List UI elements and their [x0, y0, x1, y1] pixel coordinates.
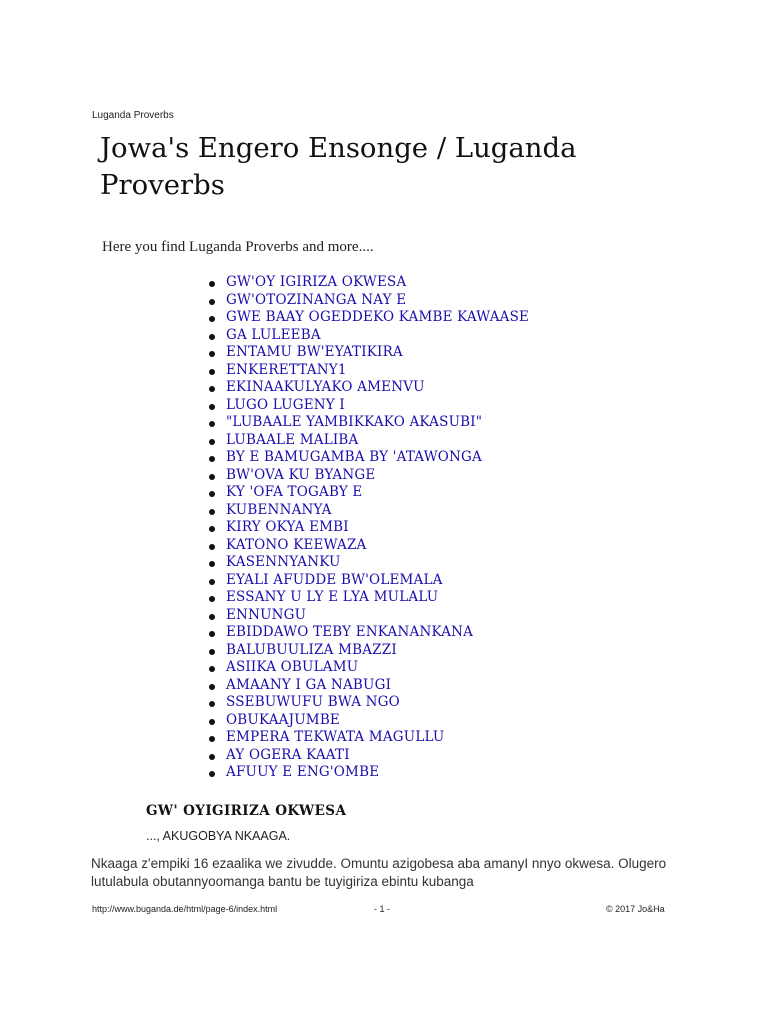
proverb-list-item	[209, 274, 529, 292]
proverb-list-item	[209, 624, 529, 642]
bullet-icon	[209, 561, 215, 567]
proverb-link[interactable]: LUBAALE MALIBA	[226, 431, 359, 448]
bullet-icon	[209, 456, 215, 462]
proverb-link[interactable]: EYALI AFUDDE BW'OLEMALA	[226, 571, 443, 588]
bullet-icon	[209, 316, 215, 322]
footer-copyright: © 2017 Jo&Ha	[606, 904, 665, 914]
proverb-link[interactable]: ENTAMU BW'EYATIKIRA	[226, 344, 403, 360]
proverb-list-item	[209, 677, 529, 695]
bullet-icon	[209, 579, 215, 585]
proverb-link[interactable]: AY OGERA KAATI	[226, 746, 350, 763]
proverb-link[interactable]: KATONO KEEWAZA	[226, 536, 367, 553]
bullet-icon	[209, 614, 215, 620]
bullet-icon	[209, 719, 215, 725]
proverb-list-item	[209, 607, 529, 625]
proverb-list-item	[209, 642, 529, 660]
bullet-icon	[209, 334, 215, 340]
proverb-link[interactable]: BALUBUULIZA MBAZZI	[226, 641, 397, 658]
proverb-link[interactable]: SSEBUWUFU BWA NGO	[226, 694, 400, 710]
bullet-icon	[209, 491, 215, 497]
bullet-icon	[209, 736, 215, 742]
bullet-icon	[209, 474, 215, 480]
proverb-list-item	[209, 432, 529, 450]
proverb-list-item	[209, 502, 529, 520]
proverb-link[interactable]: GW'OY IGIRIZA OKWESA	[226, 274, 407, 290]
proverb-list-item	[209, 414, 529, 432]
bullet-icon	[209, 509, 215, 515]
proverb-link[interactable]: BW'OVA KU BYANGE	[226, 466, 376, 483]
proverb-link[interactable]: AFUUY E ENG'OMBE	[226, 764, 380, 780]
proverb-link[interactable]: KUBENNANYA	[226, 501, 332, 518]
proverb-link[interactable]: AMAANY I GA NABUGI	[226, 676, 392, 693]
bullet-icon	[209, 649, 215, 655]
proverb-link[interactable]: ENNUNGU	[226, 606, 307, 623]
proverb-list-item	[209, 397, 529, 415]
proverb-list-item	[209, 589, 529, 607]
section-subtext: ..., AKUGOBYA NKAAGA.	[146, 829, 291, 843]
bullet-icon	[209, 596, 215, 602]
bullet-icon	[209, 404, 215, 410]
bullet-icon	[209, 299, 215, 305]
proverb-list-item	[209, 292, 529, 310]
bullet-icon	[209, 631, 215, 637]
proverb-list-item	[209, 484, 529, 502]
proverb-list-item	[209, 572, 529, 590]
proverb-link[interactable]: ESSANY U LY E LYA MULALU	[226, 589, 439, 605]
bullet-icon	[209, 684, 215, 690]
bullet-icon	[209, 754, 215, 760]
proverb-link[interactable]: GW'OTOZINANGA NAY E	[226, 291, 407, 308]
proverb-link[interactable]: EMPERA TEKWATA MAGULLU	[226, 729, 445, 745]
proverb-link[interactable]: EKINAAKULYAKO AMENVU	[226, 379, 425, 395]
proverb-list-item	[209, 554, 529, 572]
bullet-icon	[209, 281, 215, 287]
footer-page-number: - 1 -	[374, 904, 391, 914]
proverb-list-item	[209, 327, 529, 345]
proverb-link[interactable]: BY E BAMUGAMBA BY 'ATAWONGA	[226, 449, 482, 465]
proverb-list-item	[209, 519, 529, 537]
running-header: Luganda Proverbs	[92, 110, 174, 121]
proverb-link[interactable]: GWE BAAY OGEDDEKO KAMBE KAWAASE	[226, 309, 530, 325]
proverb-list-item	[209, 362, 529, 380]
bullet-icon	[209, 439, 215, 445]
proverb-list-item	[209, 467, 529, 485]
proverb-link[interactable]: KIRY OKYA EMBI	[226, 519, 349, 535]
proverb-link[interactable]: GA LULEEBA	[226, 326, 321, 343]
proverb-list-item	[209, 659, 529, 677]
footer-url: http://www.buganda.de/html/page-6/index.html	[92, 904, 278, 914]
bullet-icon	[209, 701, 215, 707]
proverb-list-item	[209, 379, 529, 397]
section-heading: GW' OYIGIRIZA OKWESA	[146, 803, 347, 819]
intro-text: Here you find Luganda Proverbs and more....	[102, 239, 374, 255]
proverb-link[interactable]: EBIDDAWO TEBY ENKANANKANA	[226, 624, 474, 640]
proverb-list-item	[209, 764, 529, 782]
page-title: Jowa's Engero Ensonge / Luganda Proverbs	[100, 132, 577, 201]
proverb-list-item	[209, 309, 529, 327]
proverb-list-item	[209, 729, 529, 747]
proverb-link[interactable]: ASIIKA OBULAMU	[226, 659, 359, 675]
bullet-icon	[209, 351, 215, 357]
proverb-link[interactable]: OBUKAAJUMBE	[226, 711, 340, 728]
proverb-list-item	[209, 712, 529, 730]
proverb-link[interactable]: LUGO LUGENY I	[226, 396, 345, 413]
bullet-icon	[209, 771, 215, 777]
proverb-link[interactable]: "LUBAALE YAMBIKKAKO AKASUBI"	[226, 414, 483, 430]
bullet-icon	[209, 526, 215, 532]
proverb-link-list	[209, 274, 529, 782]
proverb-list-item	[209, 344, 529, 362]
proverb-list-item	[209, 694, 529, 712]
bullet-icon	[209, 386, 215, 392]
proverb-list-item	[209, 537, 529, 555]
proverb-link[interactable]: ENKERETTANY1	[226, 361, 347, 378]
bullet-icon	[209, 666, 215, 672]
proverb-list-item	[209, 747, 529, 765]
section-body: Nkaaga z'empiki 16 ezaalika we zivudde. Omuntu azigobesa aba amanyI nnyo okwesa. Olugero lutulabula obutannyoomanga bantu be tuyigiriza ebintu kubanga	[91, 856, 667, 889]
bullet-icon	[209, 544, 215, 550]
proverb-link[interactable]: KY 'OFA TOGABY E	[226, 484, 363, 500]
proverb-list-item	[209, 449, 529, 467]
bullet-icon	[209, 369, 215, 375]
bullet-icon	[209, 421, 215, 427]
proverb-link[interactable]: KASENNYANKU	[226, 554, 341, 570]
